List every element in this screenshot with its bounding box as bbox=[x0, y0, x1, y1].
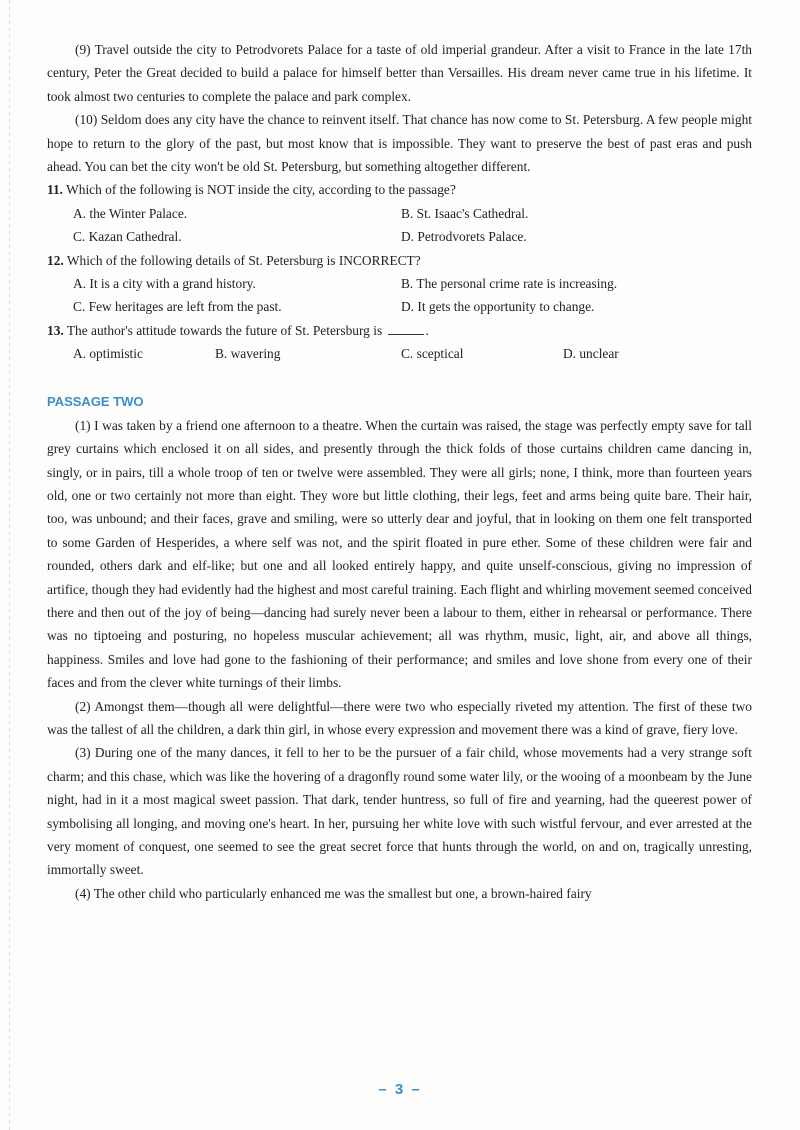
question-number: 11. bbox=[47, 182, 63, 198]
option-b[interactable]: B. St. Isaac's Cathedral. bbox=[401, 205, 529, 221]
option-d[interactable]: D. unclear bbox=[563, 346, 619, 362]
question-text: Which of the following is NOT inside the city, according to the passage? bbox=[66, 182, 456, 198]
page-number: – 3 – bbox=[378, 1081, 422, 1098]
passage-two-paragraph-1: (1) I was taken by a friend one afternoon to a theatre. When the curtain was raised, the stage was perfectly empty save for tall grey curtains which enclosed it on all sides, and presently through the thick folds of those curtains children came dancing in, singly, or in pairs, till a whole troop of ten or twelve were assembled. They were all girls; none, I think, more than fourteen years old, one or two certainly not more than eight. They wore but little clothing, their legs, feet and arms being quite bare. Their hair, too, was unbound; and their faces, grave and smiling, were so utterly dear and joyful, that in looking on them one felt transported to some Garden of Hesperides, a where self was not, and the spirit floated in pure ether. Some of these children were fair and rounded, others dark and elf-like; but one and all looked entirely happy, and quite unself-conscious, giving no impression of artifice, though they had evidently had the highest and most careful training. Each flight and whirling movement seemed conceived there and then out of the joy of being—dancing had surely never been a labour to them, either in rehearsal or performance. There was no tiptoeing and posturing, no hopeless muscular achievement; all was rhythm, music, light, air, and above all things, happiness. Smiles and love had gone to the fashioning of their performance; and smiles and love shone from every one of their faces and from the clever white turnings of their limbs. bbox=[47, 417, 752, 691]
passage-two-paragraph-2: (2) Amongst them—though all were delightful—there were two who especially riveted my attention. The first of these two was the tallest of all the children, a dark thin girl, in whose every expression and movement there was a kind of grave, fiery love. bbox=[47, 698, 752, 737]
question-number: 13. bbox=[47, 322, 64, 338]
question-13 bbox=[47, 319, 752, 366]
option-list bbox=[47, 272, 752, 319]
question-stem bbox=[47, 178, 752, 201]
question-stem bbox=[47, 249, 752, 272]
option-a[interactable]: A. the Winter Palace. bbox=[73, 205, 188, 221]
question-number: 12. bbox=[47, 252, 64, 268]
question-stem bbox=[47, 319, 752, 342]
option-list bbox=[47, 342, 752, 365]
option-c[interactable]: C. sceptical bbox=[401, 346, 464, 362]
binding-margin-line bbox=[9, 0, 10, 1130]
option-b[interactable]: B. wavering bbox=[215, 346, 281, 362]
option-d[interactable]: D. Petrodvorets Palace. bbox=[401, 229, 527, 245]
passage-one-paragraph-9: (9) Travel outside the city to Petrodvorets Palace for a taste of old imperial grandeur. After a visit to France in the late 17th century, Peter the Great decided to build a palace for himself better than Versailles. His dream never came true in his lifetime. It took almost two centuries to complete the palace and park complex. bbox=[47, 42, 752, 104]
passage-one-paragraph-10: (10) Seldom does any city have the chance to reinvent itself. That chance has now come to St. Petersburg. A few people might hope to return to the glory of the past, but most know that is impossible. They want to preserve the best of past eras and push ahead. You can bet the city won't be old St. Petersburg, but something altogether different. bbox=[47, 112, 752, 175]
answer-blank[interactable] bbox=[388, 320, 424, 335]
question-text: The author's attitude towards the future of St. Petersburg is bbox=[66, 322, 383, 338]
question-text-end: . bbox=[425, 322, 429, 338]
question-text: Which of the following details of St. Petersburg is INCORRECT? bbox=[66, 252, 421, 268]
option-a[interactable]: A. optimistic bbox=[73, 346, 143, 362]
option-b[interactable]: B. The personal crime rate is increasing. bbox=[401, 276, 618, 292]
option-a[interactable]: A. It is a city with a grand history. bbox=[73, 276, 256, 292]
option-d[interactable]: D. It gets the opportunity to change. bbox=[401, 299, 595, 315]
question-11 bbox=[47, 178, 752, 248]
option-c[interactable]: C. Kazan Cathedral. bbox=[73, 229, 182, 245]
passage-two-title: PASSAGE TWO bbox=[47, 393, 144, 409]
passage-two-paragraph-4: (4) The other child who particularly enhanced me was the smallest but one, a brown-haired fairy bbox=[75, 885, 592, 901]
option-c[interactable]: C. Few heritages are left from the past. bbox=[73, 299, 282, 315]
question-12 bbox=[47, 249, 752, 319]
option-list bbox=[47, 202, 752, 249]
passage-two-paragraph-3: (3) During one of the many dances, it fell to her to be the pursuer of a fair child, whose movements had a very strange soft charm; and this chase, which was like the hovering of a dragonfly round some water lily, or the wooing of a moonbeam by the June night, had in it a most magical sweet passion. That dark, tender huntress, so full of fire and yearning, had the queerest power of symbolising all longing, and moving one's heart. In her, pursuing her white love with such wistful fervour, and ever arrested at the very moment of conquest, one seemed to see the great secret force that hunts through the world, on and on, tragically unresting, immortally sweet. bbox=[47, 745, 752, 878]
